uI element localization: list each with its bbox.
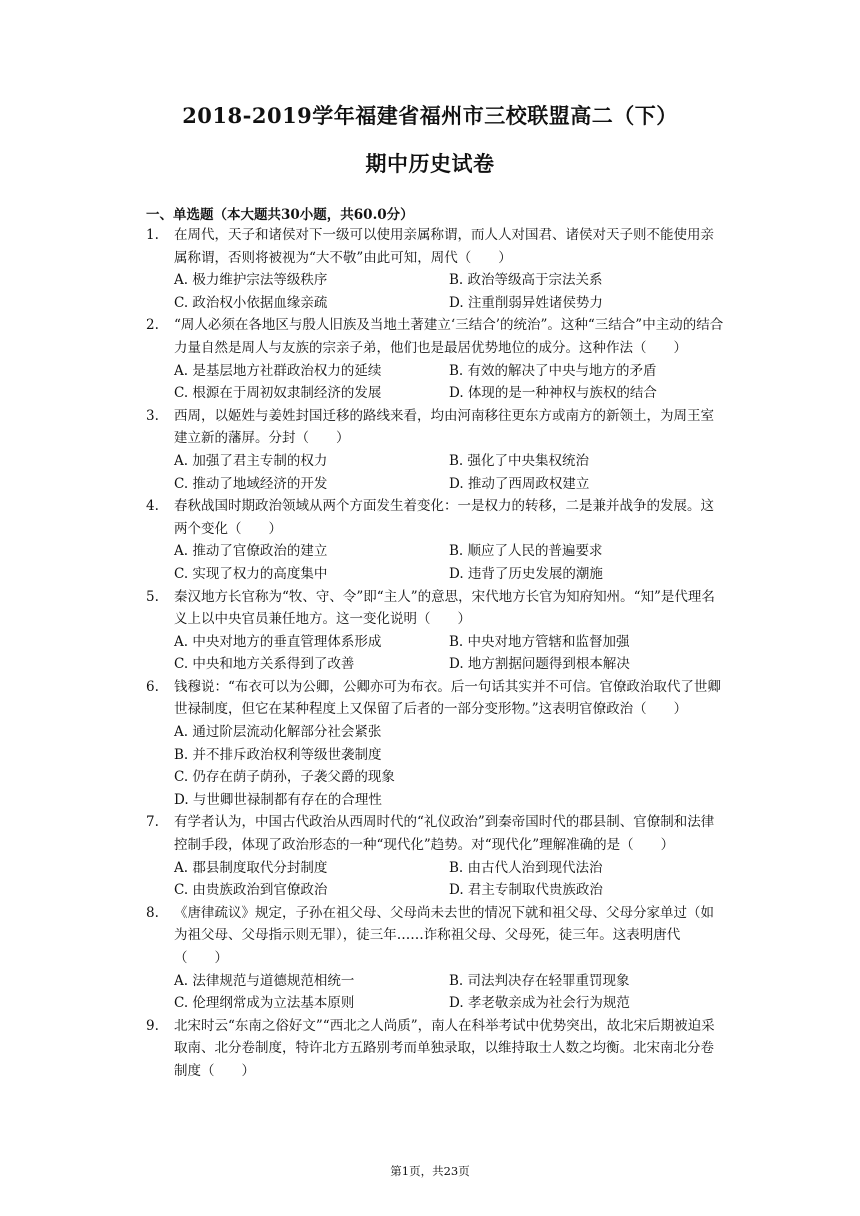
question-stem: 北宋时云“东南之俗好文”“西北之人尚质”，南人在科举考试中优势突出，故北宋后期被迫采取南、北分卷制度，特许北方五路别考而单独录取，以维持取士人数之均衡。北宋南北分卷制度（ ） bbox=[174, 1017, 715, 1079]
options bbox=[174, 631, 726, 676]
question-stem: 在周代，天子和诸侯对下一级可以使用亲属称谓，而人人对国君、诸侯对天子则不能使用亲属称谓，否则将被视为“大不敬”由此可知，周代（ ） bbox=[174, 227, 714, 266]
question-7 bbox=[146, 811, 726, 901]
question-8 bbox=[146, 902, 726, 1015]
question-stem: “周人必须在各地区与殷人旧族及当地土著建立‘三结合’的统治”。这种“三结合”中主动的结合力量自然是周人与友族的宗亲子弟，他们也是最居优势地位的成分。这种作法（ ） bbox=[174, 317, 724, 356]
option-d: D. 违背了历史发展的潮施 bbox=[449, 565, 603, 582]
question-9 bbox=[146, 1015, 726, 1083]
question-2 bbox=[146, 314, 726, 404]
option-c: C. 政治权小依据血缘亲疏 bbox=[174, 294, 328, 311]
question-number: 6. bbox=[146, 678, 159, 695]
option-b: B. 中央对地方管辖和监督加强 bbox=[449, 633, 630, 650]
question-number: 2. bbox=[146, 317, 159, 334]
option-c: C. 根源在于周初奴隶制经济的发展 bbox=[174, 385, 382, 402]
options bbox=[174, 360, 726, 405]
question-number: 9. bbox=[146, 1017, 159, 1034]
option-d: D. 孝老敬亲成为社会行为规范 bbox=[449, 995, 630, 1012]
question-stem: 秦汉地方长官称为“牧、守、令”即“主人”的意思，宋代地方长官为知府知州。“知”是代理名义上以中央官员兼任地方。这一变化说明（ ） bbox=[174, 588, 715, 628]
option-d: D. 体现的是一种神权与族权的结合 bbox=[449, 385, 657, 402]
option-a: A. 是基层地方社群政治权力的延续 bbox=[174, 362, 382, 379]
options bbox=[174, 540, 726, 585]
option-a: A. 推动了官僚政治的建立 bbox=[174, 543, 328, 560]
option-c: C. 推动了地域经济的开发 bbox=[174, 475, 328, 492]
option-a: A. 加强了君主专制的权力 bbox=[174, 452, 328, 469]
option-b: B. 强化了中央集权统治 bbox=[449, 452, 590, 469]
options bbox=[174, 450, 726, 495]
question-number: 3. bbox=[146, 407, 159, 424]
question-stem: 春秋战国时期政治领域从两个方面发生着变化：一是权力的转移，二是兼并战争的发展。这两个变化（ ） bbox=[174, 498, 714, 537]
option-d: D. 注重削弱异姓诸侯势力 bbox=[449, 294, 603, 311]
question-number: 5. bbox=[146, 588, 159, 605]
options bbox=[174, 970, 726, 1015]
question-stem: 西周，以姬姓与姜姓封国迁移的路线来看，均由河南移往更东方或南方的新领土，为周王室建立新的藩屏。分封（ ） bbox=[174, 407, 714, 447]
option-b: B. 有效的解决了中央与地方的矛盾 bbox=[449, 362, 657, 379]
question-1 bbox=[146, 224, 726, 314]
option-d: D. 与世卿世禄制都有存在的合理性 bbox=[174, 791, 382, 808]
question-4 bbox=[146, 495, 726, 585]
option-d: D. 推动了西周政权建立 bbox=[449, 475, 590, 492]
question-number: 8. bbox=[146, 904, 159, 921]
exam-title-line2: 期中历史试卷 bbox=[365, 151, 495, 176]
question-5 bbox=[146, 586, 726, 676]
exam-title-line1: 2018-2019学年福建省福州市三校联盟高二（下） bbox=[182, 103, 678, 128]
question-list bbox=[146, 224, 726, 1083]
question-number: 7. bbox=[146, 814, 159, 831]
question-number: 1. bbox=[146, 227, 159, 243]
option-a: A. 法律规范与道德规范相统一 bbox=[174, 972, 355, 989]
option-c: C. 实现了权力的高度集中 bbox=[174, 565, 328, 582]
option-b: B. 由古代人治到现代法治 bbox=[449, 859, 603, 876]
options bbox=[174, 721, 726, 811]
question-3 bbox=[146, 405, 726, 495]
option-a: A. 通过阶层流动化解部分社会紧张 bbox=[174, 724, 382, 741]
options bbox=[174, 857, 726, 902]
option-d: D. 君主专制取代贵族政治 bbox=[449, 882, 603, 899]
section-heading: 一、单选题（本大题共30小题，共60.0分） bbox=[146, 207, 414, 223]
question-stem: 《唐律疏议》规定，子孙在祖父母、父母尚未去世的情况下就和祖父母、父母分家单过（如为祖父母、父母指示则无罪），徒三年……诈称祖父母、父母死，徒三年。这表明唐代（ ） bbox=[174, 904, 714, 966]
question-stem: 有学者认为，中国古代政治从西周时代的“礼仪政治”到秦帝国时代的郡县制、官僚制和法律控制手段，体现了政治形态的一种“现代化”趋势。对“现代化”理解准确的是（ ） bbox=[174, 814, 715, 854]
option-b: B. 政治等级高于宗法关系 bbox=[449, 272, 603, 289]
option-d: D. 地方割据问题得到根本解决 bbox=[449, 656, 630, 673]
option-b: B. 司法判决存在轻罪重罚现象 bbox=[449, 972, 630, 989]
option-a: A. 郡县制度取代分封制度 bbox=[174, 859, 328, 876]
option-c: C. 由贵族政治到官僚政治 bbox=[174, 882, 328, 899]
option-c: C. 仍存在荫子荫孙，子袭父爵的现象 bbox=[174, 769, 395, 786]
option-c: C. 伦理纲常成为立法基本原则 bbox=[174, 995, 355, 1012]
question-stem: 钱穆说：“布衣可以为公卿，公卿亦可为布衣。后一句话其实并不可信。官僚政治取代了世卿世禄制度，但它在某种程度上又保留了后者的一部分变形物。”这表明官僚政治（ ） bbox=[174, 678, 721, 718]
option-c: C. 中央和地方关系得到了改善 bbox=[174, 656, 355, 673]
option-b: B. 顺应了人民的普遍要求 bbox=[449, 543, 603, 560]
question-6 bbox=[146, 676, 726, 812]
question-number: 4. bbox=[146, 498, 159, 515]
page-footer: 第1页，共23页 bbox=[390, 1164, 470, 1178]
options bbox=[174, 269, 726, 314]
option-a: A. 中央对地方的垂直管理体系形成 bbox=[174, 633, 382, 650]
option-b: B. 并不排斥政治权利等级世袭制度 bbox=[174, 746, 382, 763]
option-a: A. 极力维护宗法等级秩序 bbox=[174, 272, 328, 289]
